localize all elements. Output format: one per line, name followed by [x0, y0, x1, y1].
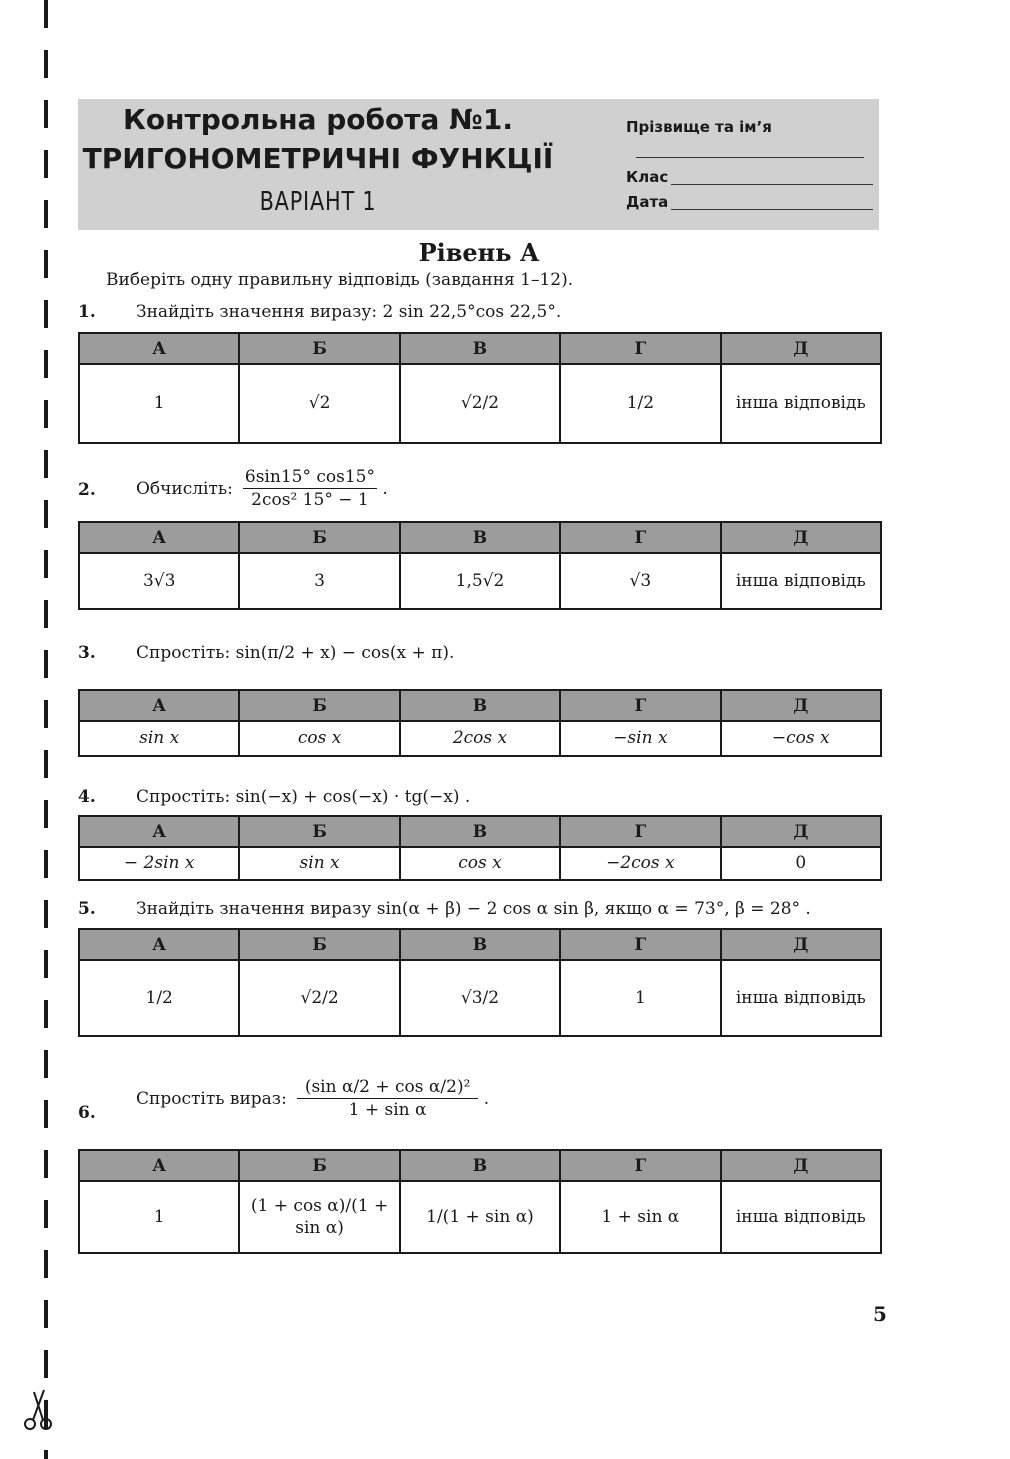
answer-cell[interactable]: −sin x: [560, 721, 720, 756]
question-condition: α = 73°, β = 28° .: [657, 899, 811, 919]
col-header: А: [79, 929, 239, 960]
question-label: Спростіть вираз:: [136, 1088, 287, 1109]
cut-line: [44, 0, 48, 1459]
col-header: Б: [239, 333, 399, 364]
fraction-denominator: 2cos² 15° − 1: [251, 490, 369, 511]
answer-cell[interactable]: 3√3: [79, 553, 239, 609]
col-header: А: [79, 690, 239, 721]
level-heading: Рівень А: [418, 238, 540, 267]
date-field[interactable]: [671, 209, 873, 210]
answer-table: [78, 521, 882, 610]
title-line-2: ТРИГОНОМЕТРИЧНІ ФУНКЦІЇ: [82, 142, 554, 175]
header-panel: [78, 99, 879, 230]
variant-label: ВАРІАНТ 1: [259, 187, 377, 217]
col-header: Б: [239, 522, 399, 553]
col-header: Б: [239, 690, 399, 721]
col-header: Д: [721, 522, 881, 553]
answer-cell[interactable]: 1: [79, 1181, 239, 1253]
col-header: Д: [721, 816, 881, 847]
fraction-numerator: 6sin15° cos15°: [243, 466, 377, 489]
answer-cell[interactable]: інша відповідь: [721, 1181, 881, 1253]
instruction: Виберіть одну правильну відповідь (завдання 1–12).: [106, 270, 574, 290]
answer-cell[interactable]: −cos x: [721, 721, 881, 756]
question-text: [136, 899, 811, 919]
name-field[interactable]: [636, 157, 864, 158]
question-text: Обчисліть: $\frac{6\sin 15^\circ \cos 15^\circ}{\text{2cos² 15° − 1}}$ .: [136, 467, 388, 511]
answer-cell[interactable]: 3: [239, 553, 399, 609]
date-label: Дата: [626, 193, 669, 211]
question-number: 1.: [78, 302, 96, 322]
answer-cell[interactable]: 1,5√2: [400, 553, 560, 609]
answer-cell[interactable]: 1: [79, 364, 239, 443]
answer-cell[interactable]: √2: [239, 364, 399, 443]
question-label: Знайдіть значення виразу: [136, 899, 372, 919]
answer-cell[interactable]: (1 + cos α)/(1 + sin α): [239, 1181, 399, 1253]
question-label: Знайдіть значення виразу:: [136, 302, 378, 322]
col-header: В: [400, 816, 560, 847]
col-header: Г: [560, 333, 720, 364]
col-header: В: [400, 1150, 560, 1181]
col-header: Б: [239, 1150, 399, 1181]
col-header: А: [79, 816, 239, 847]
question-expression: sin(π/2 + x) − cos(x + π).: [235, 643, 455, 663]
col-header: В: [400, 690, 560, 721]
col-header: А: [79, 1150, 239, 1181]
answer-table: [78, 928, 882, 1037]
question-fraction: [297, 1076, 479, 1121]
question-label: Обчисліть:: [136, 478, 233, 499]
page-number: 5: [873, 1302, 887, 1326]
answer-table: [78, 1149, 882, 1254]
question-number: 4.: [78, 787, 96, 807]
question-number: 3.: [78, 643, 96, 663]
answer-cell[interactable]: −2cos x: [560, 847, 720, 880]
col-header: Б: [239, 929, 399, 960]
answer-cell[interactable]: cos x: [400, 847, 560, 880]
col-header: А: [79, 333, 239, 364]
question-label: Спростіть:: [136, 643, 231, 663]
answer-cell[interactable]: 1 + sin α: [560, 1181, 720, 1253]
col-header: Д: [721, 1150, 881, 1181]
question-expression: sin(−x) + cos(−x) · tg(−x) .: [235, 787, 471, 807]
answer-table: [78, 689, 882, 757]
answer-cell[interactable]: 1/2: [79, 960, 239, 1036]
col-header: Д: [721, 333, 881, 364]
answer-cell[interactable]: cos x: [239, 721, 399, 756]
col-header: Г: [560, 929, 720, 960]
col-header: Д: [721, 929, 881, 960]
answer-cell[interactable]: √3/2: [400, 960, 560, 1036]
answer-cell[interactable]: sin x: [79, 721, 239, 756]
col-header: В: [400, 333, 560, 364]
question-text: [136, 787, 470, 807]
question-text: [136, 643, 454, 663]
col-header: Г: [560, 690, 720, 721]
title-line-1: Контрольна робота №1.: [123, 103, 513, 136]
col-header: В: [400, 522, 560, 553]
answer-cell[interactable]: 1: [560, 960, 720, 1036]
col-header: Г: [560, 522, 720, 553]
question-tail: , якщо: [593, 899, 653, 919]
question-label: Спростіть:: [136, 787, 231, 807]
answer-cell[interactable]: sin x: [239, 847, 399, 880]
answer-cell[interactable]: інша відповідь: [721, 364, 881, 443]
question-number: 2.: [78, 480, 96, 500]
col-header: Г: [560, 1150, 720, 1181]
answer-cell[interactable]: √2/2: [400, 364, 560, 443]
col-header: Д: [721, 690, 881, 721]
answer-cell[interactable]: інша відповідь: [721, 960, 881, 1036]
answer-cell[interactable]: 2cos x: [400, 721, 560, 756]
answer-table: [78, 815, 882, 881]
col-header: Б: [239, 816, 399, 847]
answer-table: [78, 332, 882, 444]
col-header: Г: [560, 816, 720, 847]
question-number: 6.: [78, 1103, 96, 1123]
scissors-icon: [22, 1386, 56, 1432]
answer-cell[interactable]: 1/(1 + sin α): [400, 1181, 560, 1253]
answer-cell[interactable]: 1/2: [560, 364, 720, 443]
fraction-numerator: (sin α/2 + cos α/2)²: [297, 1076, 479, 1099]
name-label: Прізвище та ім’я: [626, 118, 772, 136]
answer-cell[interactable]: інша відповідь: [721, 553, 881, 609]
fraction-denominator: 1 + sin α: [348, 1100, 427, 1121]
question-expression: 2 sin 22,5°cos 22,5°.: [382, 302, 562, 322]
col-header: А: [79, 522, 239, 553]
answer-cell[interactable]: √2/2: [239, 960, 399, 1036]
class-field[interactable]: [671, 184, 873, 185]
question-expression: sin(α + β) − 2 cos α sin β: [376, 899, 594, 919]
question-text: Спростіть вираз: $\frac{\text{(sin α/2 + cos α/2)²}}{\text{1 + sin α}}$ .: [136, 1077, 490, 1121]
col-header: В: [400, 929, 560, 960]
question-text: [136, 302, 561, 322]
question-fraction: [243, 466, 377, 511]
answer-cell[interactable]: √3: [560, 553, 720, 609]
answer-cell[interactable]: − 2sin x: [79, 847, 239, 880]
class-label: Клас: [626, 168, 669, 186]
answer-cell[interactable]: 0: [721, 847, 881, 880]
question-number: 5.: [78, 899, 96, 919]
